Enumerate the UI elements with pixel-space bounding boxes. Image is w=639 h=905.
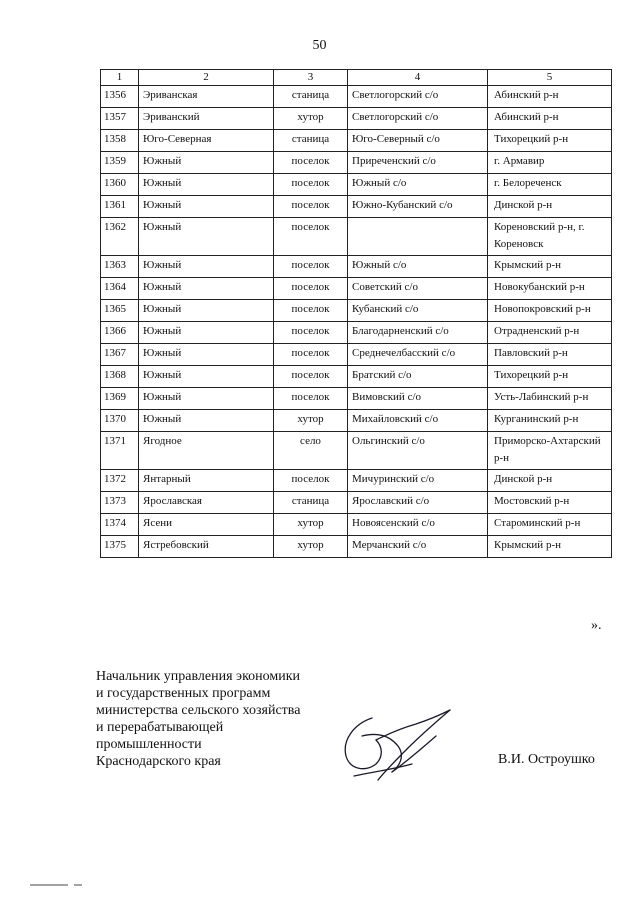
cell-district: Павловский р-н bbox=[488, 344, 612, 366]
cell-district: Курганинский р-н bbox=[488, 410, 612, 432]
cell-district: Отрадненский р-н bbox=[488, 322, 612, 344]
table-row bbox=[101, 388, 612, 410]
column-header: 3 bbox=[274, 70, 348, 86]
cell-council: Юго-Северный с/о bbox=[348, 130, 488, 152]
cell-council: Мичуринский с/о bbox=[348, 470, 488, 492]
cell-district: Усть-Лабинский р-н bbox=[488, 388, 612, 410]
cell-number: 1368 bbox=[101, 366, 139, 388]
table-row bbox=[101, 344, 612, 366]
cell-district: Новокубанский р-н bbox=[488, 278, 612, 300]
cell-name: Ярославская bbox=[139, 492, 274, 514]
cell-council: Советский с/о bbox=[348, 278, 488, 300]
closing-quote: ». bbox=[591, 618, 602, 633]
cell-name: Южный bbox=[139, 196, 274, 218]
cell-name: Ягодное bbox=[139, 432, 274, 470]
cell-council: Ярославский с/о bbox=[348, 492, 488, 514]
cell-district: Крымский р-н bbox=[488, 256, 612, 278]
cell-number: 1364 bbox=[101, 278, 139, 300]
signatory-line: промышленности bbox=[96, 737, 202, 752]
signer-name: В.И. Остроушко bbox=[498, 752, 595, 767]
cell-type: хутор bbox=[274, 514, 348, 536]
cell-district: г. Армавир bbox=[488, 152, 612, 174]
cell-council bbox=[348, 218, 488, 256]
table-row bbox=[101, 196, 612, 218]
cell-type: станица bbox=[274, 130, 348, 152]
cell-name: Южный bbox=[139, 152, 274, 174]
signatory-line: министерства сельского хозяйства bbox=[96, 703, 301, 718]
cell-type: поселок bbox=[274, 152, 348, 174]
cell-district: Абинский р-н bbox=[488, 108, 612, 130]
cell-council: Светлогорский с/о bbox=[348, 86, 488, 108]
cell-number: 1375 bbox=[101, 536, 139, 558]
cell-council: Южно-Кубанский с/о bbox=[348, 196, 488, 218]
cell-name: Янтарный bbox=[139, 470, 274, 492]
cell-number: 1365 bbox=[101, 300, 139, 322]
cell-type: поселок bbox=[274, 388, 348, 410]
table-row bbox=[101, 130, 612, 152]
table-row bbox=[101, 322, 612, 344]
cell-name: Юго-Северная bbox=[139, 130, 274, 152]
settlements-table bbox=[100, 69, 612, 558]
cell-council: Михайловский с/о bbox=[348, 410, 488, 432]
cell-council: Южный с/о bbox=[348, 174, 488, 196]
cell-type: хутор bbox=[274, 410, 348, 432]
cell-type: поселок bbox=[274, 470, 348, 492]
cell-name: Эриванский bbox=[139, 108, 274, 130]
cell-type: поселок bbox=[274, 196, 348, 218]
cell-number: 1366 bbox=[101, 322, 139, 344]
cell-name: Южный bbox=[139, 388, 274, 410]
cell-type: поселок bbox=[274, 278, 348, 300]
table-row bbox=[101, 108, 612, 130]
table-row bbox=[101, 256, 612, 278]
cell-name: Южный bbox=[139, 322, 274, 344]
cell-type: хутор bbox=[274, 536, 348, 558]
cell-name: Эриванская bbox=[139, 86, 274, 108]
cell-district: Кореновский р-н, г. Кореновск bbox=[488, 218, 612, 256]
cell-type: поселок bbox=[274, 218, 348, 256]
cell-number: 1356 bbox=[101, 86, 139, 108]
cell-council: Вимовский с/о bbox=[348, 388, 488, 410]
cell-name: Южный bbox=[139, 300, 274, 322]
cell-district: Абинский р-н bbox=[488, 86, 612, 108]
cell-council: Благодарненский с/о bbox=[348, 322, 488, 344]
table-row bbox=[101, 152, 612, 174]
cell-number: 1374 bbox=[101, 514, 139, 536]
cell-type: станица bbox=[274, 492, 348, 514]
cell-name: Южный bbox=[139, 344, 274, 366]
cell-number: 1360 bbox=[101, 174, 139, 196]
signatory-line: Начальник управления экономики bbox=[96, 669, 301, 684]
cell-type: поселок bbox=[274, 366, 348, 388]
table-row bbox=[101, 174, 612, 196]
table-row bbox=[101, 536, 612, 558]
cell-type: поселок bbox=[274, 256, 348, 278]
handwritten-signature bbox=[332, 706, 462, 788]
cell-number: 1359 bbox=[101, 152, 139, 174]
cell-number: 1373 bbox=[101, 492, 139, 514]
cell-name: Южный bbox=[139, 218, 274, 256]
signatory-line: и государственных программ bbox=[96, 686, 271, 701]
cell-council: Новоясенский с/о bbox=[348, 514, 488, 536]
cell-type: село bbox=[274, 432, 348, 470]
cell-name: Ястребовский bbox=[139, 536, 274, 558]
cell-number: 1362 bbox=[101, 218, 139, 256]
cell-district: Мостовский р-н bbox=[488, 492, 612, 514]
cell-district: Динской р-н bbox=[488, 196, 612, 218]
cell-name: Ясени bbox=[139, 514, 274, 536]
cell-type: поселок bbox=[274, 344, 348, 366]
cell-name: Южный bbox=[139, 174, 274, 196]
column-header: 1 bbox=[101, 70, 139, 86]
cell-type: поселок bbox=[274, 300, 348, 322]
table-row bbox=[101, 470, 612, 492]
cell-council: Светлогорский с/о bbox=[348, 108, 488, 130]
column-header: 5 bbox=[488, 70, 612, 86]
table-row bbox=[101, 278, 612, 300]
table-row bbox=[101, 432, 612, 470]
cell-district: Динской р-н bbox=[488, 470, 612, 492]
cell-district: Староминский р-н bbox=[488, 514, 612, 536]
signatory-line: Краснодарского края bbox=[96, 754, 221, 769]
cell-number: 1370 bbox=[101, 410, 139, 432]
cell-number: 1367 bbox=[101, 344, 139, 366]
cell-district: г. Белореченск bbox=[488, 174, 612, 196]
cell-number: 1371 bbox=[101, 432, 139, 470]
column-header: 2 bbox=[139, 70, 274, 86]
signatory-line: и перерабатывающей bbox=[96, 720, 224, 735]
table-row bbox=[101, 86, 612, 108]
cell-district: Новопокровский р-н bbox=[488, 300, 612, 322]
table-row bbox=[101, 300, 612, 322]
cell-name: Южный bbox=[139, 366, 274, 388]
cell-council: Приреченский с/о bbox=[348, 152, 488, 174]
cell-name: Южный bbox=[139, 410, 274, 432]
table-row bbox=[101, 492, 612, 514]
cell-council: Братский с/о bbox=[348, 366, 488, 388]
cell-district: Тихорецкий р-н bbox=[488, 366, 612, 388]
table-row bbox=[101, 366, 612, 388]
signatory-block bbox=[96, 668, 300, 770]
table-header-row bbox=[101, 70, 612, 86]
cell-type: поселок bbox=[274, 322, 348, 344]
cell-council: Ольгинский с/о bbox=[348, 432, 488, 470]
cell-council: Мерчанский с/о bbox=[348, 536, 488, 558]
footer-marks bbox=[30, 883, 90, 887]
cell-number: 1372 bbox=[101, 470, 139, 492]
cell-type: поселок bbox=[274, 174, 348, 196]
cell-number: 1369 bbox=[101, 388, 139, 410]
cell-council: Кубанский с/о bbox=[348, 300, 488, 322]
cell-district: Крымский р-н bbox=[488, 536, 612, 558]
table-row bbox=[101, 218, 612, 256]
cell-type: станица bbox=[274, 86, 348, 108]
cell-number: 1358 bbox=[101, 130, 139, 152]
table-body bbox=[101, 86, 612, 558]
cell-council: Южный с/о bbox=[348, 256, 488, 278]
cell-name: Южный bbox=[139, 256, 274, 278]
cell-name: Южный bbox=[139, 278, 274, 300]
column-header: 4 bbox=[348, 70, 488, 86]
cell-district: Тихорецкий р-н bbox=[488, 130, 612, 152]
cell-number: 1357 bbox=[101, 108, 139, 130]
cell-number: 1361 bbox=[101, 196, 139, 218]
table-row bbox=[101, 410, 612, 432]
page-number: 50 bbox=[312, 38, 327, 53]
cell-number: 1363 bbox=[101, 256, 139, 278]
cell-council: Среднечелбасский с/о bbox=[348, 344, 488, 366]
cell-type: хутор bbox=[274, 108, 348, 130]
cell-district: Приморско-Ахтарский р-н bbox=[488, 432, 612, 470]
table-row bbox=[101, 514, 612, 536]
